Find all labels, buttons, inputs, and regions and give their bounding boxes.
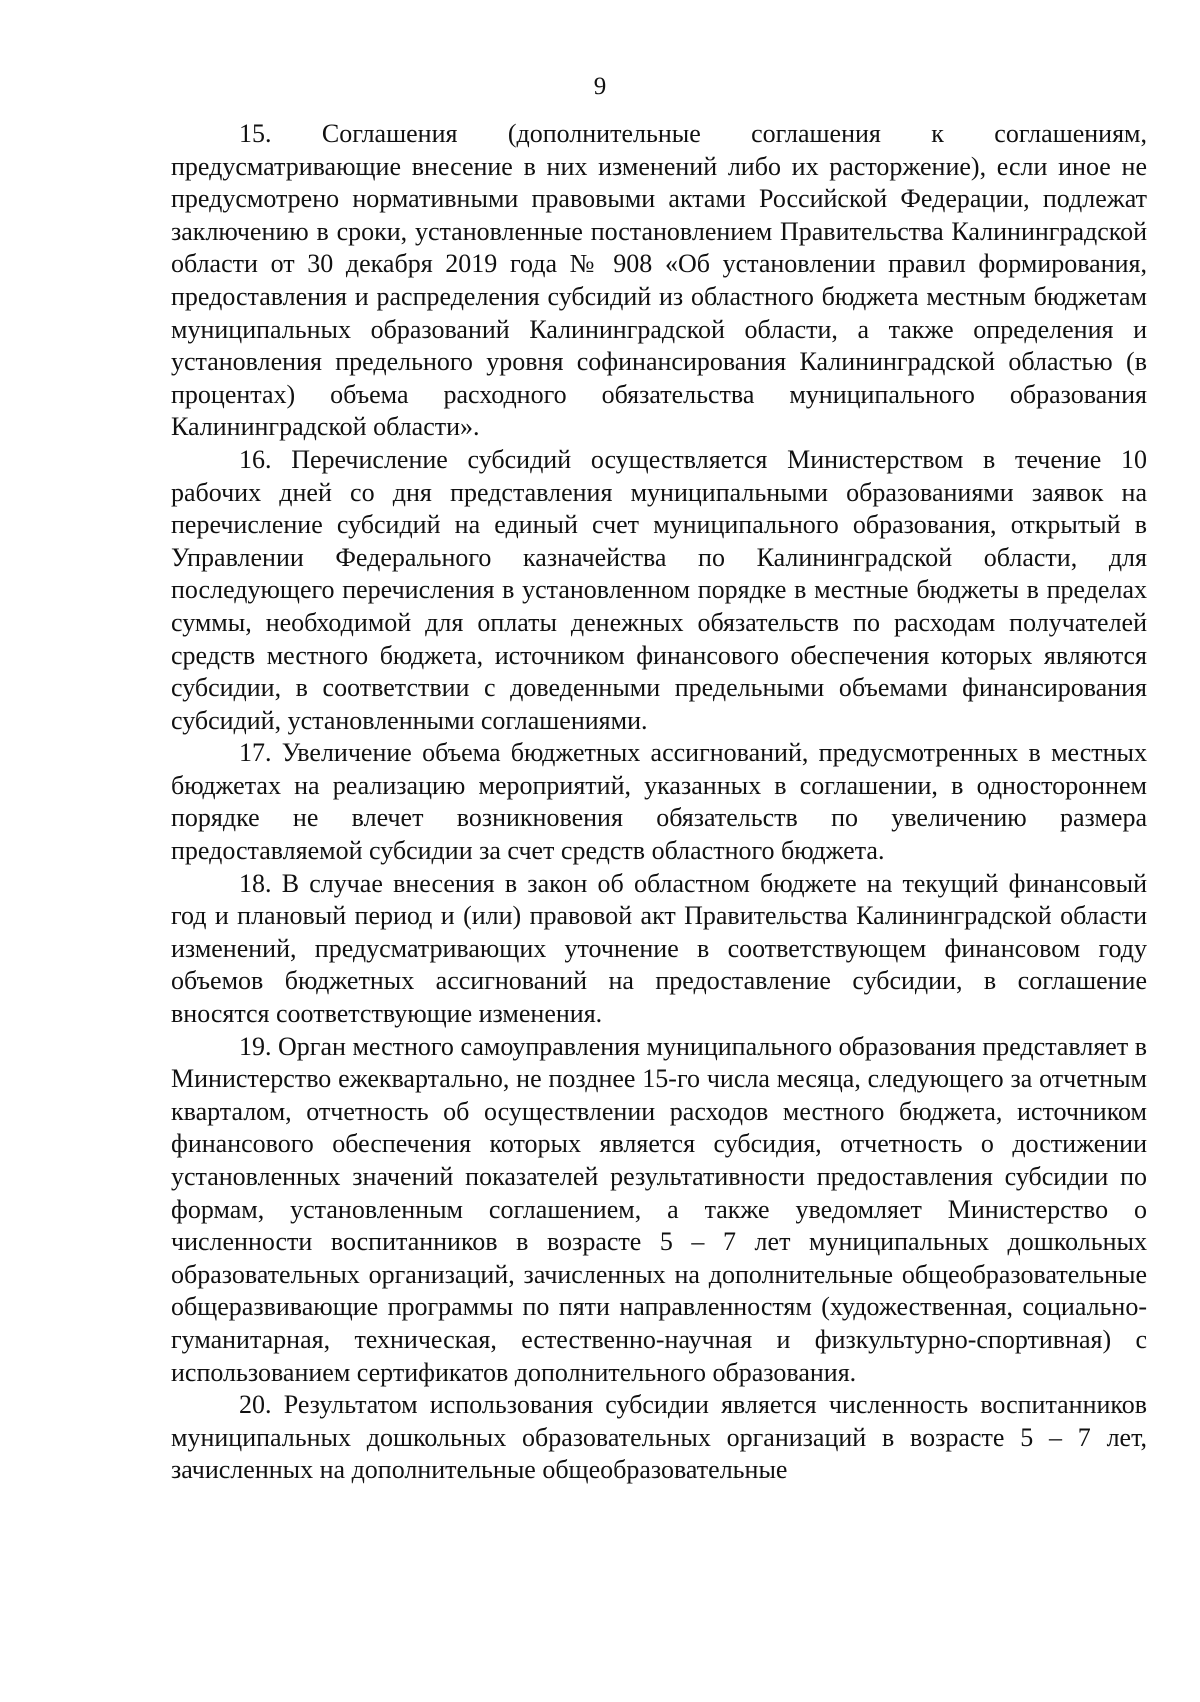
paragraph-19: 19. Орган местного самоуправления муниципального образования представляет в Министерство ежеквартально, не позднее 15-го числа месяца, следующего за отчетным кварталом, отчетность об осуществлении расходов местного бюджета, источником финансового обеспечения которых является субсидия, отчетность о достижении установленных значений показателей результативности предоставления субсидии по формам, установленным соглашением, а также уведомляет Министерство о численности воспитанников в возрасте 5 – 7 лет муниципальных дошкольных образовательных организаций, зачисленных на дополнительные общеобразовательные общеразвивающие программы по пяти направленностям (художественная, социально-гуманитарная, техническая, естественно-научная и физкультурно-спортивная) с использованием сертификатов дополнительного образования. — [171, 1031, 1147, 1387]
paragraph-18: 18. В случае внесения в закон об областном бюджете на текущий финансовый год и плановый период и (или) правовой акт Правительства Калининградской области изменений, предусматривающих уточнение в соответствующем финансовом году объемов бюджетных ассигнований на предоставление субсидии, в соглашение вносятся соответствующие изменения. — [171, 868, 1147, 1029]
paragraph-20: 20. Результатом использования субсидии является численность воспитанников муниципальных дошкольных образовательных организаций в возрасте 5 – 7 лет, зачисленных на дополнительные общеобразовательные — [171, 1390, 1147, 1485]
document-body — [171, 118, 1147, 1487]
paragraph-15: 15. Соглашения (дополнительные соглашения к соглашениям, предусматривающие внесение в них изменений либо их расторжение), если иное не предусмотрено нормативными правовыми актами Российской Федерации, подлежат заключению в сроки, установленные постановлением Правительства Калининградской области от 30 декабря 2019 года № 908 «Об установлении правил формирования, предоставления и распределения субсидий из областного бюджета местным бюджетам муниципальных образований Калининградской области, а также определения и установления предельного уровня софинансирования Калининградской областью (в процентах) объема расходного обязательства муниципального образования Калининградской области». — [171, 119, 1147, 442]
paragraph-16: 16. Перечисление субсидий осуществляется Министерством в течение 10 рабочих дней со дня представления муниципальными образованиями заявок на перечисление субсидий на единый счет муниципального образования, открытый в Управлении Федерального казначейства по Калининградской области, для последующего перечисления в установленном порядке в местные бюджеты в пределах суммы, необходимой для оплаты денежных обязательств по расходам получателей средств местного бюджета, источником финансового обеспечения которых являются субсидии, в соответствии с доведенными предельными объемами финансирования субсидий, установленными соглашениями. — [171, 444, 1147, 735]
page-number: 9 — [593, 73, 607, 100]
paragraph-17: 17. Увеличение объема бюджетных ассигнований, предусмотренных в местных бюджетах на реализацию мероприятий, указанных в соглашении, в одностороннем порядке не влечет возникновения обязательств по увеличению размера предоставляемой субсидии за счет средств областного бюджета. — [171, 738, 1147, 866]
